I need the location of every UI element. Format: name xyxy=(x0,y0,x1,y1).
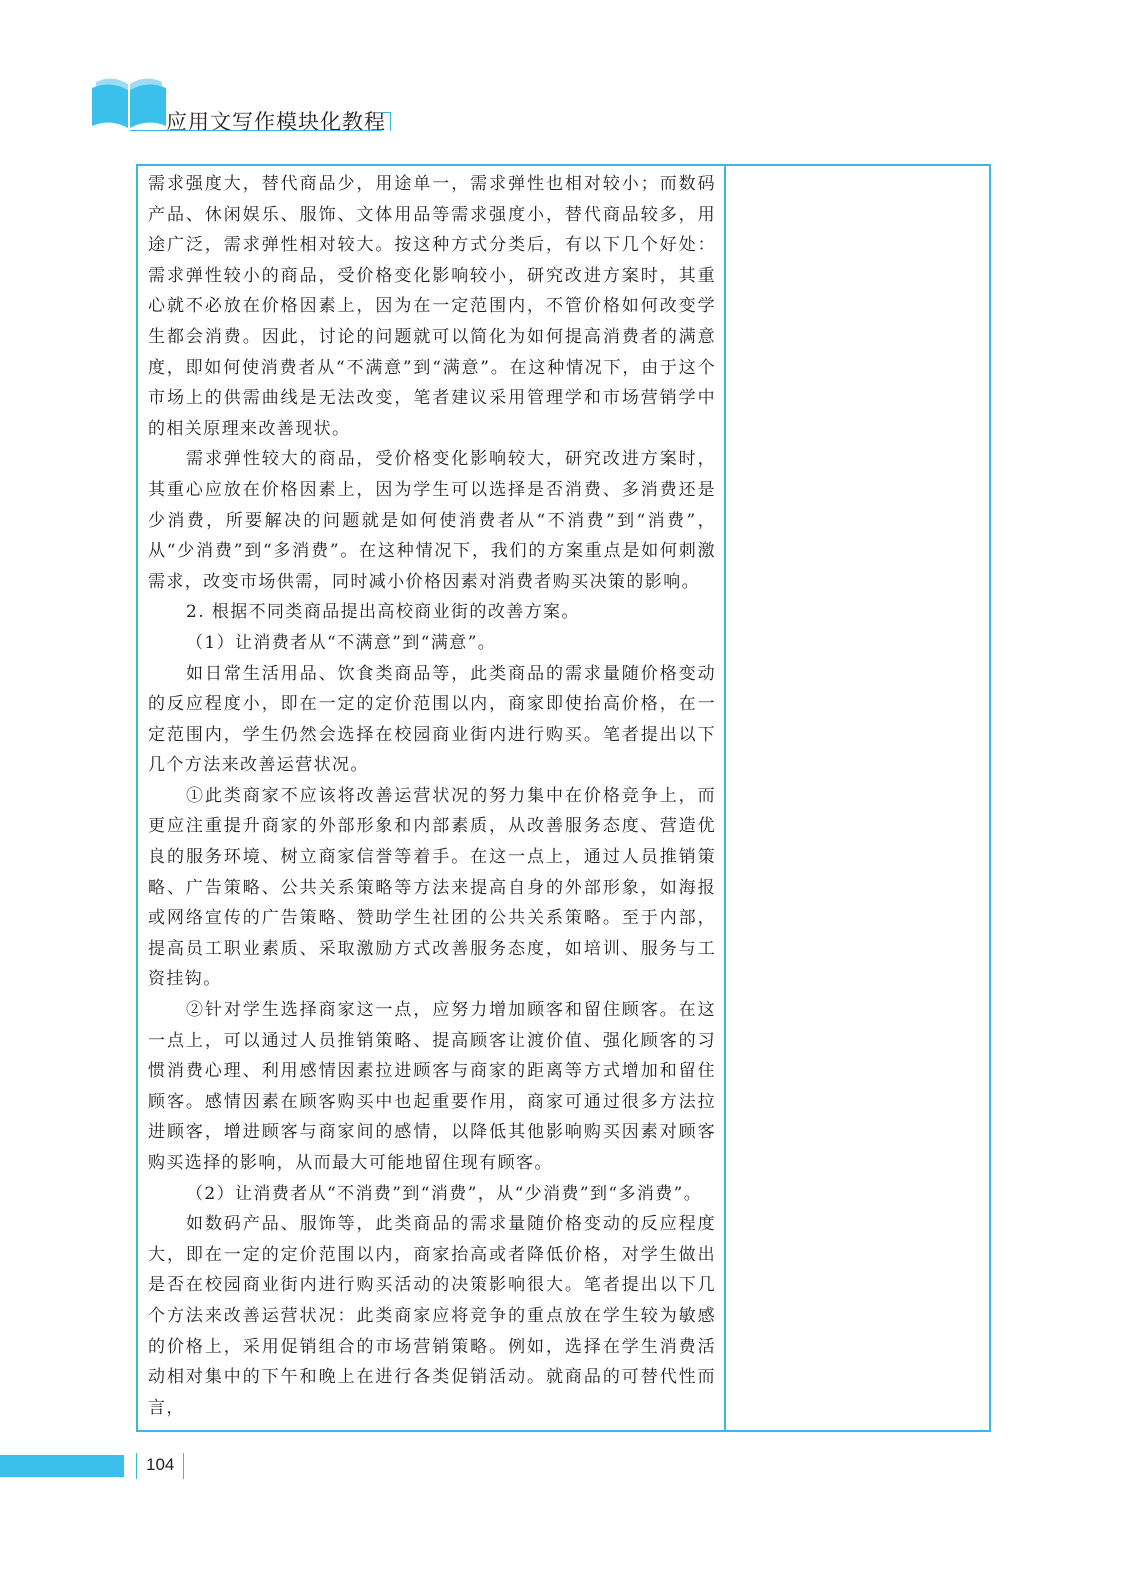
footer-accent-bar xyxy=(0,1455,124,1477)
paragraph: 如数码产品、服饰等，此类商品的需求量随价格变动的反应程度大，即在一定的定价范围以内，商家抬高或者降低价格，对学生做出是否在校园商业街内进行购买活动的决策影响很大。笔者提出以下几个方法来改善运营状况：此类商家应将竞争的重点放在学生较为敏感的价格上，采用促销组合的市场营销策略。例如，选择在学生消费活动相对集中的下午和晚上在进行各类促销活动。就商品的可替代性而言， xyxy=(148,1214,716,1418)
paragraph: 需求强度大，替代商品少，用途单一，需求弹性也相对较小；而数码产品、休闲娱乐、服饰、文体用品等需求强度小，替代商品较多，用途广泛，需求弹性相对较大。按这种方式分类后，有以下几个好处：需求弹性较小的商品，受价格变化影响较小，研究改进方案时，其重心就不必放在价格因素上，因为在一定范围内，不管价格如何改变学生都会消费。因此，讨论的问题就可以简化为如何提高消费者的满意度，即如何使消费者从“不满意”到“满意”。在这种情况下，由于这个市场上的供需曲线是无法改变，笔者建议采用管理学和市场营销学中的相关原理来改善现状。 xyxy=(148,174,716,439)
paragraph: （1）让消费者从“不满意”到“满意”。 xyxy=(186,632,497,653)
page-header xyxy=(0,0,1127,150)
paragraph: 需求弹性较大的商品，受价格变化影响较大，研究改进方案时，其重心应放在价格因素上，因为学生可以选择是否消费、多消费还是少消费，所要解决的问题就是如何使消费者从“不消费”到“消费”，从“少消费”到“多消费”。在这种情况下，我们的方案重点是如何刺激需求，改变市场供需，同时减小价格因素对消费者购买决策的影响。 xyxy=(148,449,716,592)
header-rule xyxy=(130,130,382,131)
margin-column-divider xyxy=(724,164,726,1432)
body-text xyxy=(148,169,716,1423)
paragraph: （2）让消费者从“不消费”到“消费”，从“少消费”到“多消费”。 xyxy=(186,1183,703,1204)
footer-divider xyxy=(136,1453,137,1479)
paragraph: 如日常生活用品、饮食类商品等，此类商品的需求量随价格变动的反应程度小，即在一定的定价范围以内，商家即使抬高价格，在一定范围内，学生仍然会选择在校园商业街内进行购买。笔者提出以下几个方法来改善运营状况。 xyxy=(148,663,716,776)
paragraph: ①此类商家不应该将改善运营状况的努力集中在价格竞争上，而更应注重提升商家的外部形象和内部素质，从改善服务态度、营造优良的服务环境、树立商家信誉等着手。在这一点上，通过人员推销策略、广告策略、公共关系策略等方法来提高自身的外部形象，如海报或网络宣传的广告策略、赞助学生社团的公共关系策略。至于内部，提高员工职业素质、采取激励方式改善服务态度，如培训、服务与工资挂钩。 xyxy=(148,785,716,990)
paragraph: 2. 根据不同类商品提出高校商业街的改善方案。 xyxy=(186,602,580,623)
page-number: 104 xyxy=(146,1455,175,1474)
open-book-icon xyxy=(88,72,170,134)
paragraph: ②针对学生选择商家这一点，应努力增加顾客和留住顾客。在这一点上，可以通过人员推销策略、提高顾客让渡价值、强化顾客的习惯消费心理、利用感情因素拉进顾客与商家的距离等方式增加和留住顾客。感情因素在顾客购买中也起重要作用，商家可通过很多方法拉进顾客，增进顾客与商家间的感情，以降低其他影响购买因素对顾客购买选择的影响，从而最大可能地留住现有顾客。 xyxy=(148,1000,716,1173)
footer-divider xyxy=(183,1453,184,1479)
book-title: 应用文写作模块化教程 xyxy=(166,110,386,134)
header-rule-tick xyxy=(380,112,391,131)
